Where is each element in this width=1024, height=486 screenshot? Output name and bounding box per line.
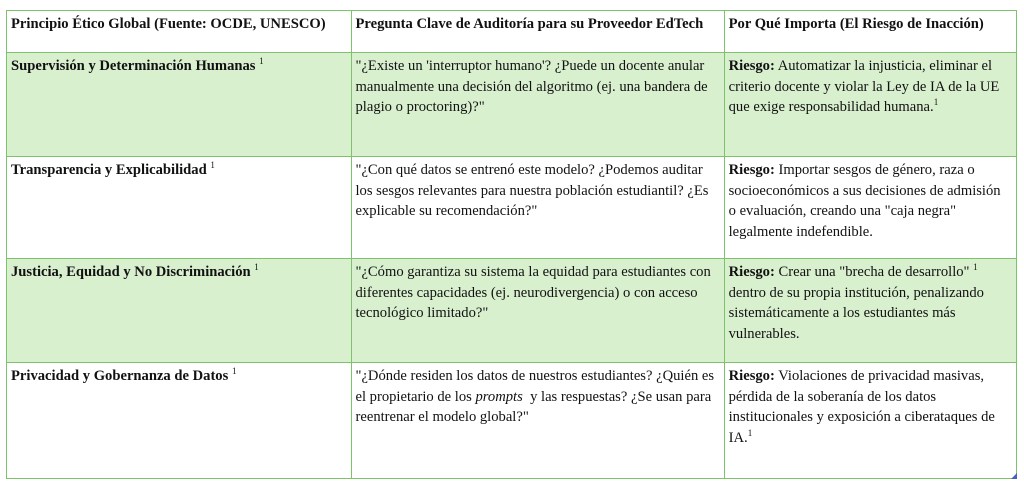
risk-text: Violaciones de privacidad masivas, pérdida de la soberanía de los datos institucionales y exposición a ciberataques de IA. [728,368,995,446]
principle-cell [7,157,352,259]
ethics-audit-table [6,10,1017,479]
header-risk: Por Qué Importa (El Riesgo de Inacción) [724,11,1016,53]
audit-question-continued: y las respuestas? ¿Se usan para reentrenar el modelo global?" [355,388,715,425]
risk-text: Automatizar la injusticia, eliminar el criterio docente y violar la Ley de IA de la UE que exige responsabilidad humana. [728,58,1000,115]
risk-cell [724,157,1016,259]
risk-cell [724,363,1016,479]
footnote-marker[interactable]: 1 [933,97,939,108]
audit-question: "¿Cómo garantiza su sistema la equidad para estudiantes con diferentes capacidades (ej. neurodivergencia) o con acceso tecnológico limitado?" [355,264,711,321]
audit-question: "¿Existe un 'interruptor humano'? ¿Puede un docente anular manualmente una decisión del algoritmo (ej. una bandera de plagio o proctoring)?" [355,58,708,115]
table-row [7,363,1017,479]
footnote-marker[interactable]: 1 [231,366,237,377]
table-row [7,259,1017,363]
footnote-marker[interactable]: 1 [254,262,259,273]
table-row [7,53,1017,157]
principle-name: Justicia, Equidad y No Discriminación [11,264,251,280]
principle-name: Supervisión y Determinación Humanas [11,58,256,74]
risk-label: Riesgo: [728,162,775,178]
audit-question: "¿Dónde residen los datos de nuestros estudiantes? ¿Quién es el propietario de los [355,368,715,405]
risk-label: Riesgo: [728,58,775,74]
principle-name: Privacidad y Gobernanza de Datos [11,368,229,384]
footnote-marker[interactable]: 1 [259,56,264,67]
risk-label: Riesgo: [728,368,775,384]
header-audit-question: Pregunta Clave de Auditoría para su Proveedor EdTech [351,11,724,53]
question-cell [351,259,724,363]
principle-name: Transparencia y Explicabilidad [11,162,207,178]
table-row [7,157,1017,259]
principle-cell [7,53,352,157]
audit-question-italic: prompts [475,388,523,405]
question-cell [351,363,724,479]
footnote-marker[interactable]: 1 [747,427,753,438]
principle-cell [7,259,352,363]
footnote-marker[interactable]: 1 [973,262,978,273]
principle-cell [7,363,352,479]
risk-label: Riesgo: [728,264,775,280]
audit-question: "¿Con qué datos se entrenó este modelo? ¿Podemos auditar los sesgos relevantes para nuestra población estudiantil? ¿Es explicable su recomendación?" [355,162,709,219]
question-cell [351,53,724,157]
header-row [7,11,1017,53]
footnote-marker[interactable]: 1 [210,160,215,171]
risk-cell [724,53,1016,157]
risk-text: Crear una "brecha de desarrollo" [778,264,970,280]
question-cell [351,157,724,259]
header-principle: Principio Ético Global (Fuente: OCDE, UNESCO) [7,11,352,53]
risk-text-continued: dentro de su propia institución, penalizando sistemáticamente a los estudiantes más vulnerables. [728,284,984,342]
risk-cell [724,259,1016,363]
risk-text: Importar sesgos de género, raza o socioeconómicos a sus decisiones de admisión o evaluación, creando una "caja negra" legalmente indefendible. [728,162,1001,240]
